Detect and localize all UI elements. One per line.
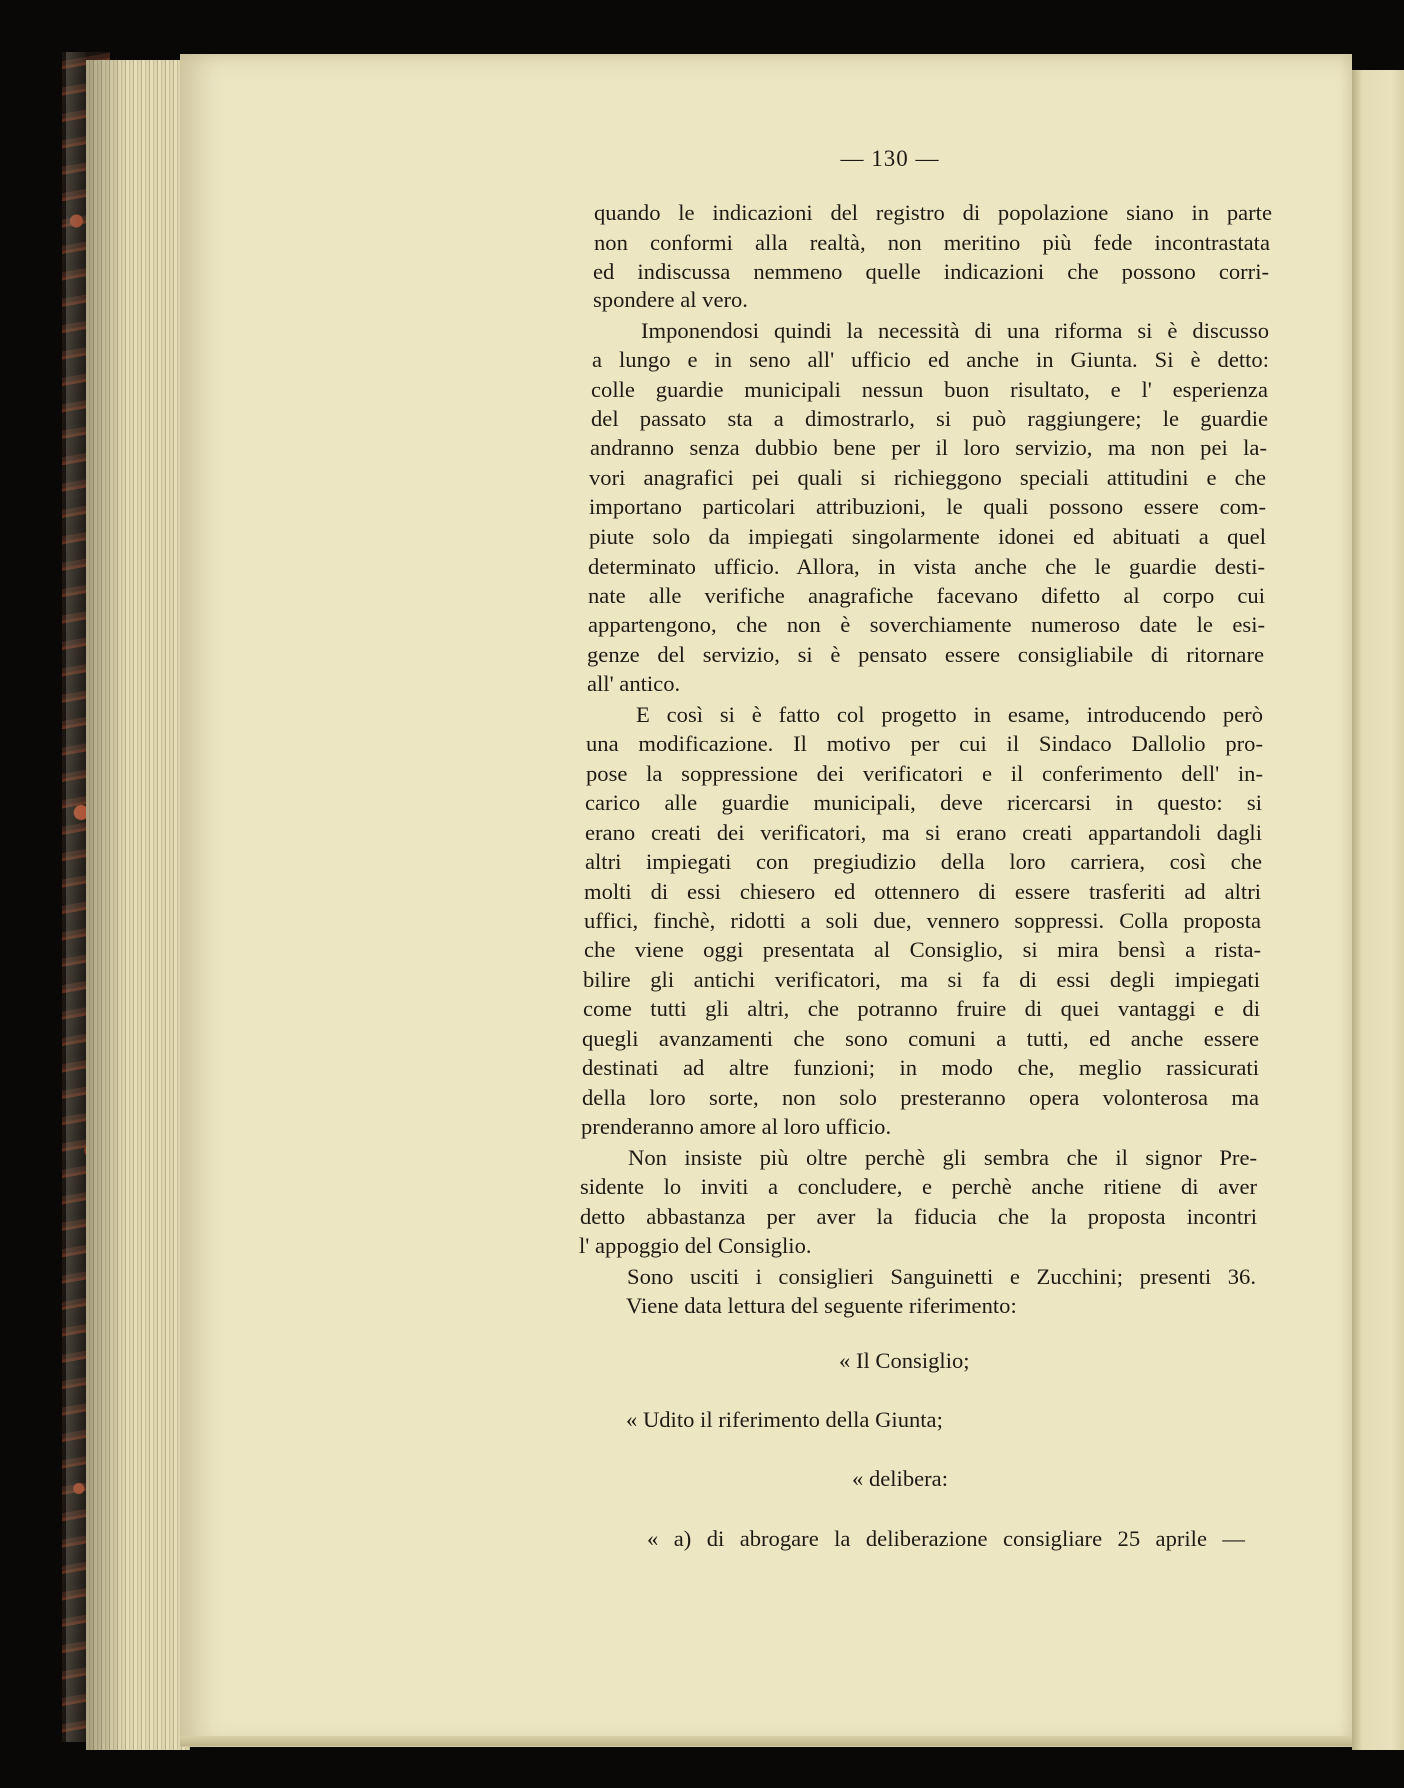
text-line: quegli avanzamenti che sono comuni a tutti, ed anche essere [582, 1026, 1259, 1051]
text-line: carico alle guardie municipali, deve ricercarsi in questo: si [585, 790, 1262, 815]
text-line: pose la soppressione dei verificatori e il conferimento dell' in- [586, 761, 1263, 786]
text-line: spondere al vero. [593, 287, 748, 312]
text-line: a lungo e in seno all' ufficio ed anche in Giunta. Si è detto: [592, 347, 1269, 372]
text-line: l' appoggio del Consiglio. [579, 1233, 812, 1258]
text-line: ed indiscussa nemmeno quelle indicazioni che possono corri- [593, 259, 1269, 284]
text-line: « Il Consiglio; [839, 1348, 970, 1373]
text-line: « delibera: [852, 1466, 948, 1491]
page-number: — 130 — [840, 146, 940, 171]
text-line: Non insiste più oltre perchè gli sembra che il signor Pre- [628, 1145, 1257, 1170]
text-line: uffici, finchè, ridotti a soli due, vennero soppressi. Colla proposta [584, 908, 1261, 933]
text-line: nate alle verifiche anagrafiche facevano difetto al corpo cui [588, 583, 1265, 608]
text-line: una modificazione. Il motivo per cui il Sindaco Dallolio pro- [586, 731, 1263, 756]
text-line: sidente lo inviti a concludere, e perchè anche ritiene di aver [580, 1174, 1257, 1199]
text-line: E così si è fatto col progetto in esame, introducendo però [636, 702, 1263, 727]
text-line: determinato ufficio. Allora, in vista anche che le guardie desti- [588, 554, 1265, 579]
text-line: genze del servizio, si è pensato essere consigliabile di ritornare [587, 642, 1264, 667]
text-line: appartengono, che non è soverchiamente numeroso date le esi- [588, 612, 1265, 637]
text-line: all' antico. [587, 671, 681, 696]
text-line: destinati ad altre funzioni; in modo che, meglio rassicurati [582, 1055, 1259, 1080]
text-line: « Udito il riferimento della Giunta; [626, 1407, 943, 1432]
text-line: del passato sta a dimostrarlo, si può raggiungere; le guardie [591, 406, 1268, 431]
text-line: colle guardie municipali nessun buon risultato, e l' esperienza [591, 377, 1268, 402]
text-line: della loro sorte, non solo presteranno opera volonterosa ma [582, 1085, 1259, 1110]
text-line: vori anagrafici pei quali si richieggono speciali attitudini e che [589, 465, 1266, 490]
text-line: come tutti gli altri, che potranno fruire di quei vantaggi e di [583, 996, 1260, 1021]
text-line: piute solo da impiegati singolarmente idonei ed abituati a quel [589, 524, 1266, 549]
text-line: Viene data lettura del seguente riferimento: [626, 1293, 1017, 1318]
text-line: Sono usciti i consiglieri Sanguinetti e Zucchini; presenti 36. [627, 1264, 1256, 1289]
text-line: quando le indicazioni del registro di popolazione siano in parte [594, 200, 1272, 225]
text-line: non conformi alla realtà, non meritino più fede incontrastata [594, 230, 1270, 255]
text-line: erano creati dei verificatori, ma si erano creati appartandoli dagli [585, 820, 1262, 845]
text-line: prenderanno amore al loro ufficio. [581, 1114, 892, 1139]
text-line: Imponendosi quindi la necessità di una riforma si è discusso [641, 318, 1269, 343]
text-line: « a) di abrogare la deliberazione consigliare 25 aprile — [647, 1526, 1245, 1551]
text-line: andranno senza dubbio bene per il loro servizio, ma non pei la- [590, 435, 1267, 460]
text-line: molti di essi chiesero ed ottennero di essere trasferiti ad altri [584, 879, 1261, 904]
text-line: detto abbastanza per aver la fiducia che la proposta incontri [580, 1204, 1257, 1229]
text-line: importano particolari attribuzioni, le quali possono essere com- [589, 494, 1266, 519]
text-line: bilire gli antichi verificatori, ma si fa di essi degli impiegati [583, 967, 1260, 992]
text-line: che viene oggi presentata al Consiglio, si mira bensì a rista- [584, 937, 1261, 962]
text-line: altri impiegati con pregiudizio della loro carriera, così che [585, 849, 1262, 874]
